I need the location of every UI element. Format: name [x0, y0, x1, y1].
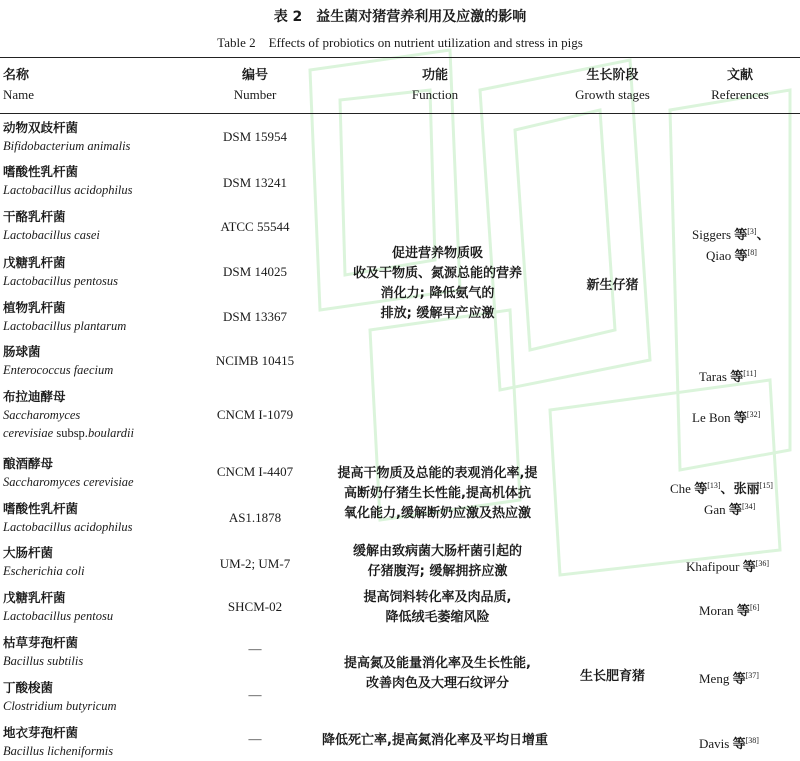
strain-number: —	[248, 641, 262, 656]
header-rule	[0, 113, 800, 114]
header-number: 编号 Number	[233, 68, 277, 102]
function-cell: 降低死亡率,提高氮消化率及平均日增重	[322, 733, 548, 748]
function-cell: 提高氮及能量消化率及生长性能, 改善肉色及大理石纹评分	[344, 656, 531, 691]
growth-stage-neonatal: 新生仔猪	[586, 278, 639, 293]
reference-cell: Siggers 等[3]、	[692, 227, 770, 243]
strain-number: DSM 13241	[223, 175, 287, 190]
table-row-name: 植物乳杆菌 Lactobacillus plantarum	[3, 300, 127, 333]
table-row-name: 酿酒酵母 Saccharomyces cerevisiae	[3, 456, 134, 489]
strain-number: NCIMB 10415	[215, 353, 295, 368]
table-row-name: 枯草芽孢杆菌 Bacillus subtilis	[3, 635, 84, 668]
header-function: 功能 Function	[411, 68, 459, 102]
reference-cell: Le Bon 等[32]	[692, 410, 761, 426]
table-row-name: 布拉迪酵母 Saccharomyces cerevisiae subsp.boulardii	[3, 389, 135, 440]
strain-number: DSM 14025	[223, 264, 287, 279]
strain-number: DSM 13367	[223, 309, 287, 324]
top-rule	[0, 57, 800, 58]
function-cell: 缓解由致病菌大肠杆菌引起的 仔猪腹泻; 缓解拥挤应激	[352, 544, 522, 579]
reference-cell: Gan 等[34]	[704, 502, 756, 518]
table-row-name: 干酪乳杆菌 Lactobacillus casei	[3, 209, 100, 242]
header-name: 名称 Name	[3, 68, 35, 102]
header-references: 文献 References	[711, 68, 769, 102]
table-row-name: 嗜酸性乳杆菌 Lactobacillus acidophilus	[3, 501, 133, 534]
strain-number: DSM 15954	[223, 129, 287, 144]
strain-number: CNCM I-4407	[216, 464, 294, 479]
header-growth-stages: 生长阶段 Growth stages	[575, 68, 650, 102]
strain-number: —	[248, 731, 262, 746]
table-title-cn: 表 2 益生菌对猪营养利用及应激的影响	[273, 9, 527, 25]
table-row-name: 戊糖乳杆菌 Lactobacillus pentosu	[3, 590, 114, 623]
table-row-name: 大肠杆菌 Escherichia coli	[3, 545, 85, 578]
function-cell: 提高饲料转化率及肉品质, 降低绒毛萎缩风险	[363, 590, 512, 625]
table-row-name: 肠球菌 Enterococcus faecium	[3, 344, 114, 377]
strain-number: CNCM I-1079	[216, 407, 294, 422]
reference-cell: Moran 等[6]	[699, 603, 760, 619]
strain-number: SHCM-02	[227, 599, 283, 614]
strain-number: ATCC 55544	[220, 219, 290, 234]
function-cell: 提高干物质及总能的表观消化率,提 高断奶仔猪生长性能,提高机体抗 氧化能力,缓解断奶应激及热应激	[337, 466, 538, 521]
table-row-name: 嗜酸性乳杆菌 Lactobacillus acidophilus	[3, 164, 133, 197]
reference-cell: Taras 等[11]	[699, 369, 757, 385]
reference-cell: Meng 等[37]	[699, 671, 759, 687]
reference-cell: Khafipour 等[36]	[686, 559, 770, 575]
strain-number: AS1.1878	[228, 510, 282, 525]
growth-stage-grow-finish: 生长肥育猪	[579, 669, 645, 684]
reference-cell: Che 等[13]、张丽[15]	[670, 481, 773, 497]
reference-cell: Davis 等[38]	[699, 736, 759, 752]
table-row-name: 地衣芽孢杆菌 Bacillus licheniformis	[3, 725, 114, 758]
reference-cell: Qiao 等[8]	[706, 248, 757, 264]
table-title-en: Table 2 Effects of probiotics on nutrient utilization and stress in pigs	[217, 35, 583, 50]
function-cell: 促进营养物质吸 收及干物质、氮源总能的营养 消化力; 降低氨气的 排放; 缓解早产应激	[352, 246, 522, 321]
strain-number: UM-2; UM-7	[219, 556, 291, 571]
table-row-name: 戊糖乳杆菌 Lactobacillus pentosus	[3, 255, 118, 288]
strain-number: —	[248, 687, 262, 702]
table-row-name: 动物双歧杆菌 Bifidobacterium animalis	[3, 120, 131, 153]
table-row-name: 丁酸梭菌 Clostridium butyricum	[3, 680, 117, 713]
